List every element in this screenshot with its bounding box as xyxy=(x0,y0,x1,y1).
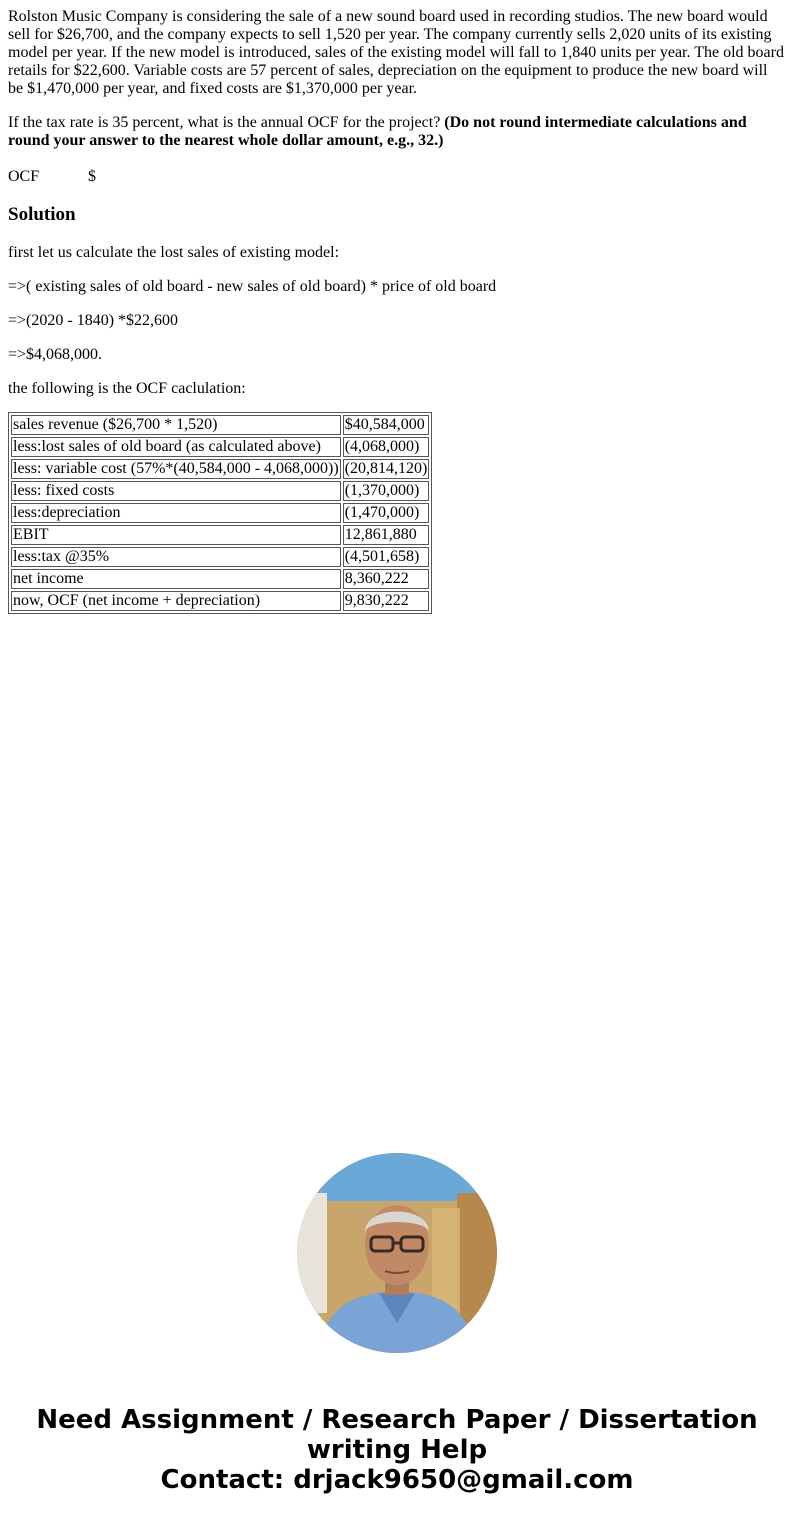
solution-line: first let us calculate the lost sales of existing model: xyxy=(8,244,340,261)
row-value: $40,584,000 xyxy=(343,415,430,435)
row-label: less:lost sales of old board (as calculated above) xyxy=(11,437,341,457)
promo-contact: Contact: drjack9650@gmail.com xyxy=(160,1465,634,1495)
row-value: (4,501,658) xyxy=(343,547,430,567)
solution-line: =>$4,068,000. xyxy=(8,346,103,363)
table-row xyxy=(11,415,429,435)
row-value: 12,861,880 xyxy=(343,525,430,545)
row-label: now, OCF (net income + depreciation) xyxy=(11,591,341,611)
ocf-table xyxy=(8,412,432,614)
answer-line xyxy=(8,168,786,186)
table-row xyxy=(11,525,429,545)
row-value: (1,470,000) xyxy=(343,503,430,523)
row-value: 9,830,222 xyxy=(343,591,430,611)
table-row xyxy=(11,481,429,501)
question-instructions: (Do not round intermediate calculations and round your answer to the nearest whole dollar amount, e.g., 32.) xyxy=(8,114,747,149)
promo-banner xyxy=(0,1405,794,1495)
promo-line: writing Help xyxy=(306,1435,488,1465)
row-value: (4,068,000) xyxy=(343,437,430,457)
row-label: less: variable cost (57%*(40,584,000 - 4,068,000)) xyxy=(13,460,339,477)
question-text: Rolston Music Company is considering the sale of a new sound board used in recording studios. The new board would sell for $26,700, and the company expects to sell 1,520 per year. The company currently sells 2,020 units of its existing model per year. If the new model is introduced, sales of the existing model will fall to 1,840 units per year. The old board retails for $22,600. Variable costs are 57 percent of sales, depreciation on the equipment to produce the new board will be $1,470,000 per year, and fixed costs are $1,370,000 per year. xyxy=(8,8,784,97)
row-label: less:depreciation xyxy=(11,503,341,523)
solution-line: =>(2020 - 1840) *$22,600 xyxy=(8,312,179,329)
question-prompt xyxy=(8,114,786,150)
table-row xyxy=(11,547,429,567)
row-label: less: fixed costs xyxy=(11,481,341,501)
row-label: EBIT xyxy=(11,525,341,545)
table-row xyxy=(11,591,429,611)
author-portrait-icon xyxy=(297,1153,497,1353)
page-content xyxy=(8,8,786,614)
row-label: sales revenue ($26,700 * 1,520) xyxy=(11,415,341,435)
answer-label: OCF xyxy=(8,168,40,185)
solution-heading: Solution xyxy=(8,204,76,225)
table-row xyxy=(11,503,429,523)
table-row xyxy=(11,459,429,479)
row-value: (1,370,000) xyxy=(343,481,430,501)
row-label: net income xyxy=(11,569,341,589)
table-row xyxy=(11,569,429,589)
promo-line: Need Assignment / Research Paper / Dissertation xyxy=(36,1405,758,1435)
solution-line: the following is the OCF caclulation: xyxy=(8,380,246,397)
row-value: 8,360,222 xyxy=(343,569,430,589)
author-avatar xyxy=(297,1153,497,1353)
row-value: (20,814,120) xyxy=(344,460,428,477)
question-prompt-text: If the tax rate is 35 percent, what is the annual OCF for the project? xyxy=(8,114,445,131)
answer-currency: $ xyxy=(88,168,96,185)
table-row xyxy=(11,437,429,457)
row-label: less:tax @35% xyxy=(11,547,341,567)
solution-line: =>( existing sales of old board - new sales of old board) * price of old board xyxy=(8,278,497,295)
